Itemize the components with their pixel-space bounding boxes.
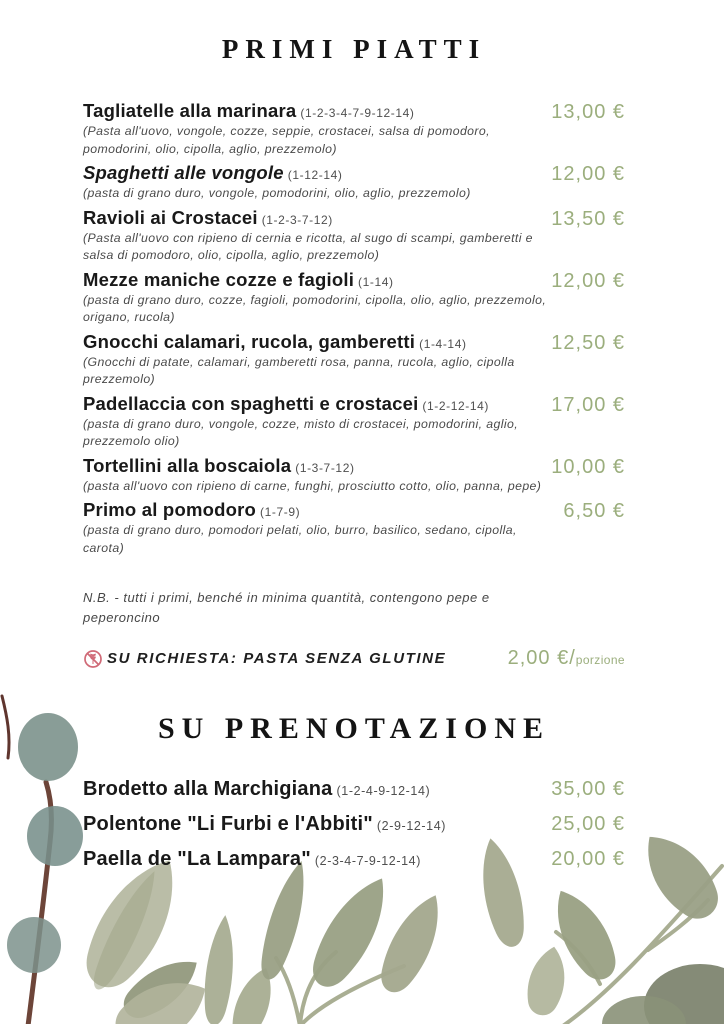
- dish-description: (Gnocchi di patate, calamari, gamberetti rosa, panna, rucola, aglio, cipolla prezzemolo): [83, 354, 515, 387]
- gluten-free-icon: [83, 649, 103, 669]
- dish-description: (pasta di grano duro, pomodori pelati, olio, burro, basilico, sedano, cipolla, carota): [83, 523, 517, 555]
- dish-allergens: (1-12-14): [287, 168, 343, 183]
- gluten-free-price-unit: porzione: [575, 653, 625, 668]
- dish-name: Polentone "Li Furbi e l'Abbiti": [83, 813, 373, 836]
- menu-item-gnocchi: [83, 330, 625, 392]
- dish-allergens: (1-2-3-7-12): [261, 212, 333, 227]
- dish-allergens: (1-4-14): [419, 336, 467, 351]
- primi-piatti-title: PRIMI PIATTI: [221, 34, 487, 64]
- dish-name: Tortellini alla boscaiola: [83, 454, 292, 476]
- dish-allergens: (1-2-12-14): [422, 398, 490, 413]
- dish-price: 25,00 €: [551, 813, 625, 836]
- dish-description: (Pasta all'uovo con ripieno di cernia e ricotta, al sugo di scampi, gamberetti e salsa di pomodoro, olio, cipolla, aglio, prezzemolo): [83, 230, 533, 263]
- menu-item-primo-pomodoro: [83, 498, 625, 560]
- menu-item-ravioli-crostacei: [83, 206, 625, 268]
- dish-description: (Pasta all'uovo, vongole, cozze, seppie, crostacei, salsa di pomodoro, pomodorini, olio, cipolla, aglio, prezzemolo): [83, 124, 490, 156]
- dish-name: Paella de "La Lampara": [83, 848, 311, 871]
- dish-name: Primo al pomodoro: [83, 499, 256, 521]
- dish-description: (pasta di grano duro, vongole, cozze, misto di crostacei, pomodorini, aglio, prezzemolo olio): [83, 416, 519, 449]
- gluten-free-row: [83, 647, 625, 670]
- gluten-free-price: 2,00 €/porzione: [507, 647, 625, 670]
- primi-note: N.B. - tutti i primi, benché in minima quantità, contengono pepe e peperoncino: [83, 590, 490, 625]
- dish-allergens: (1-14): [358, 274, 394, 289]
- dish-name: Ravioli ai Crostacei: [83, 206, 258, 228]
- dish-name: Padellaccia con spaghetti e crostacei: [83, 392, 419, 414]
- dish-allergens: (1-3-7-12): [295, 460, 355, 475]
- dish-price: 10,00 €: [551, 455, 625, 478]
- dish-name: Spaghetti alle vongole: [83, 162, 284, 184]
- dish-description: (pasta all'uovo con ripieno di carne, funghi, prosciutto cotto, olio, panna, pepe): [83, 478, 542, 493]
- menu-item-polentone: [83, 811, 625, 837]
- dish-name: Tagliatelle alla marinara: [83, 100, 297, 121]
- dish-price: 13,00 €: [551, 101, 625, 123]
- dish-price: 20,00 €: [551, 848, 625, 871]
- dish-price: 12,00 €: [551, 163, 625, 186]
- gluten-free-label: SU RICHIESTA: PASTA SENZA GLUTINE: [107, 650, 447, 668]
- su-prenotazione-title: SU PRENOTAZIONE: [158, 712, 550, 746]
- dish-price: 17,00 €: [551, 393, 625, 416]
- dish-name: Mezze maniche cozze e fagioli: [83, 268, 355, 290]
- dish-name: Brodetto alla Marchigiana: [83, 778, 333, 801]
- menu-item-spaghetti-vongole: [83, 161, 625, 206]
- menu-item-mezze-maniche: [83, 268, 625, 330]
- dish-allergens: (1-2-3-4-7-9-12-14): [300, 106, 415, 120]
- menu-item-tagliatelle: [83, 99, 625, 161]
- dish-allergens: (2-3-4-7-9-12-14): [314, 854, 421, 869]
- menu-item-padellaccia: [83, 392, 625, 454]
- dish-allergens: (1-2-4-9-12-14): [336, 784, 431, 799]
- dish-description: (pasta di grano duro, cozze, fagioli, pomodorini, cipolla, olio, aglio, prezzemolo, origano, rucola): [83, 292, 547, 325]
- dish-price: 13,50 €: [551, 207, 625, 230]
- gluten-free-label-wrap: [83, 649, 446, 669]
- menu-item-paella: [83, 846, 625, 872]
- menu-item-brodetto: [83, 776, 625, 802]
- menu-item-tortellini: [83, 454, 625, 499]
- dish-price: 12,50 €: [551, 331, 625, 354]
- dish-price: 35,00 €: [551, 778, 625, 801]
- dish-price: 12,00 €: [551, 269, 625, 292]
- dish-allergens: (1-7-9): [260, 505, 301, 520]
- dish-description: (pasta di grano duro, vongole, pomodorini, olio, aglio, prezzemolo): [83, 186, 471, 201]
- dish-allergens: (2-9-12-14): [376, 819, 447, 834]
- dish-name: Gnocchi calamari, rucola, gamberetti: [83, 330, 416, 352]
- dish-price: 6,50 €: [563, 500, 625, 523]
